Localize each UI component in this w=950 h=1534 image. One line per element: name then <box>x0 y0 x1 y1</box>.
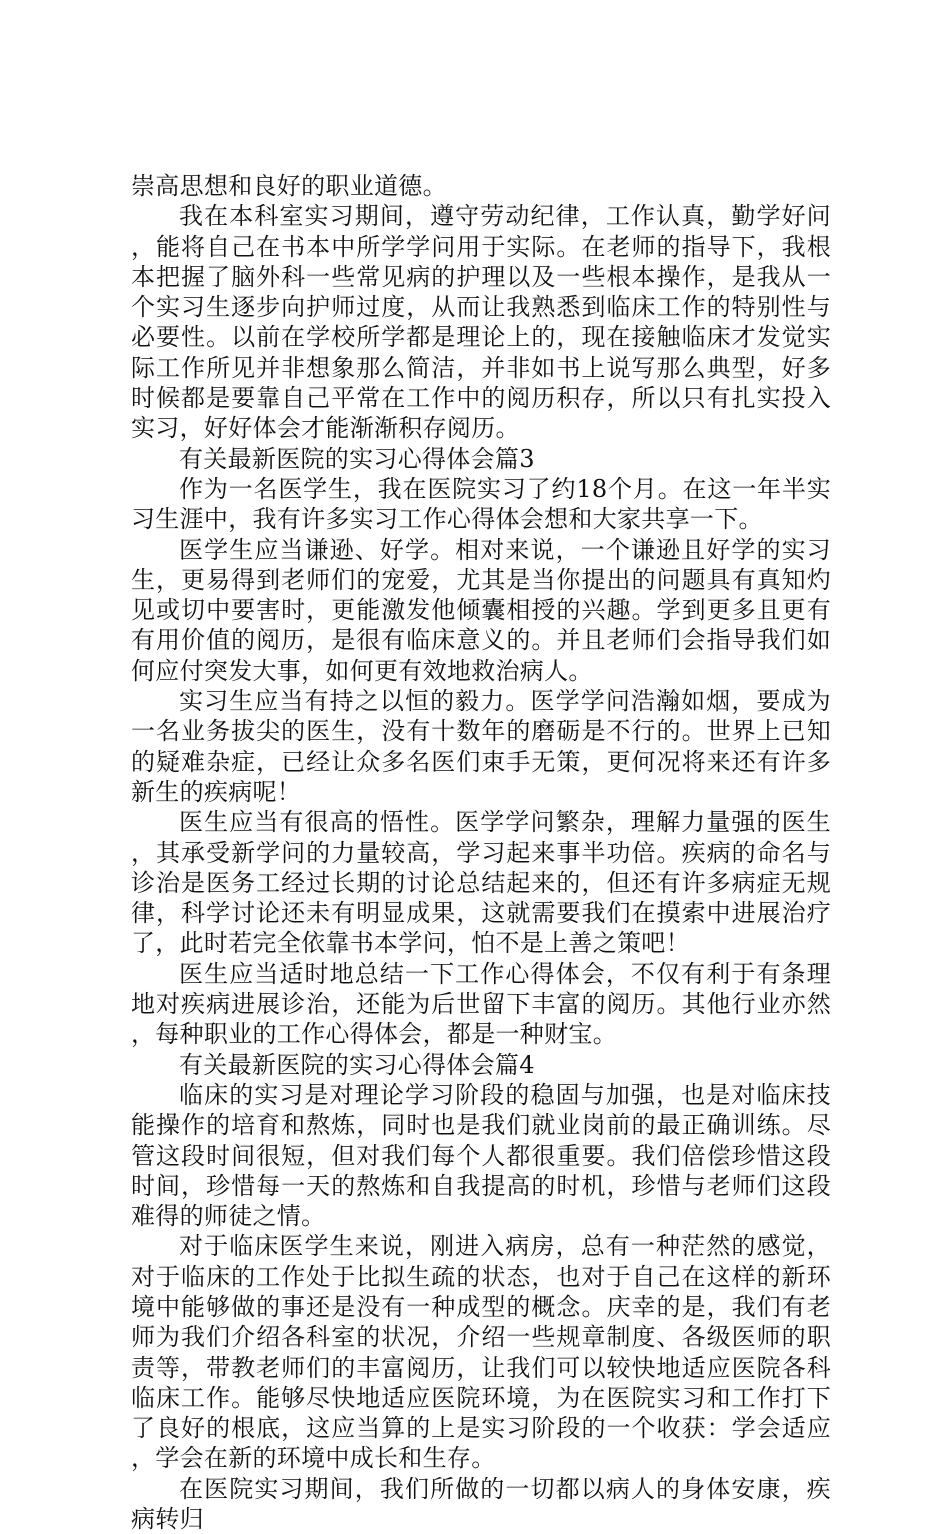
paragraph: 我在本科室实习期间，遵守劳动纪律，工作认真，勤学好问，能将自己在书本中所学学问用于实际。在老师的指导下，我根本把握了脑外科一些常见病的护理以及一些根本操作，是我从一个实习生逐步向护师过度，从而让我熟悉到临床工作的特别性与必要性。以前在学校所学都是理论上的，现在接触临床才发觉实际工作所见并非想象那么简洁，并非如书上说写那么典型，好多时候都是要靠自己平常在工作中的阅历积存，所以只有扎实投入实习，好好体会才能渐渐积存阅历。 <box>131 202 831 443</box>
paragraph: 作为一名医学生，我在医院实习了约18个月。在这一年半实习生涯中，我有许多实习工作心得体会想和大家共享一下。 <box>131 474 831 534</box>
paragraph: 对于临床医学生来说，刚进入病房，总有一种茫然的感觉，对于临床的工作处于比拟生疏的状态，也对于自己在这样的新环境中能够做的事还是没有一种成型的概念。庆幸的是，我们有老师为我们介绍各科室的状况，介绍一些规章制度、各级医师的职责等，带教老师们的丰富阅历，让我们可以较快地适应医院各科临床工作。能够尽快地适应医院环境，为在医院实习和工作打下了良好的根底，这应当算的上是实习阶段的一个收获：学会适应，学会在新的环境中成长和生存。 <box>131 1232 831 1473</box>
document-body <box>131 171 831 1534</box>
paragraph: 在医院实习期间，我们所做的一切都以病人的身体安康，疾病转归 <box>131 1474 831 1534</box>
section-heading: 有关最新医院的实习心得体会篇4 <box>179 1050 535 1079</box>
paragraph: 临床的实习是对理论学习阶段的稳固与加强，也是对临床技能操作的培育和熬炼，同时也是我们就业岗前的最正确训练。尽管这段时间很短，但对我们每个人都很重要。我们倍偿珍惜这段时间，珍惜每一天的熬炼和自我提高的时机，珍惜与老师们这段难得的师徒之情。 <box>131 1080 831 1231</box>
paragraph: 医生应当有很高的悟性。医学学问繁杂，理解力量强的医生，其承受新学问的力量较高，学习起来事半功倍。疾病的命名与诊治是医务工经过长期的讨论总结起来的，但还有许多病症无规律，科学讨论还未有明显成果，这就需要我们在摸索中进展治疗了，此时若完全依靠书本学问，怕不是上善之策吧！ <box>131 808 831 958</box>
paragraph: 医学生应当谦逊、好学。相对来说，一个谦逊且好学的实习生，更易得到老师们的宠爱，尤其是当你提出的问题具有真知灼见或切中要害时，更能激发他倾囊相授的兴趣。学到更多且更有有用价值的阅历，是很有临床意义的。并且老师们会指导我们如何应付突发大事，如何更有效地救治病人。 <box>131 535 831 685</box>
paragraph: 实习生应当有持之以恒的毅力。医学学问浩瀚如烟，要成为一名业务拔尖的医生，没有十数年的磨砺是不行的。世界上已知的疑难杂症，已经让众多名医们束手无策，更何况将来还有许多新生的疾病呢！ <box>131 687 831 806</box>
paragraph: 崇高思想和良好的职业道德。 <box>131 172 447 200</box>
paragraph: 医生应当适时地总结一下工作心得体会，不仅有利于有条理地对疾病进展诊治，还能为后世留下丰富的阅历。其他行业亦然，每种职业的工作心得体会，都是一种财宝。 <box>131 959 831 1049</box>
section-heading: 有关最新医院的实习心得体会篇3 <box>179 444 535 473</box>
